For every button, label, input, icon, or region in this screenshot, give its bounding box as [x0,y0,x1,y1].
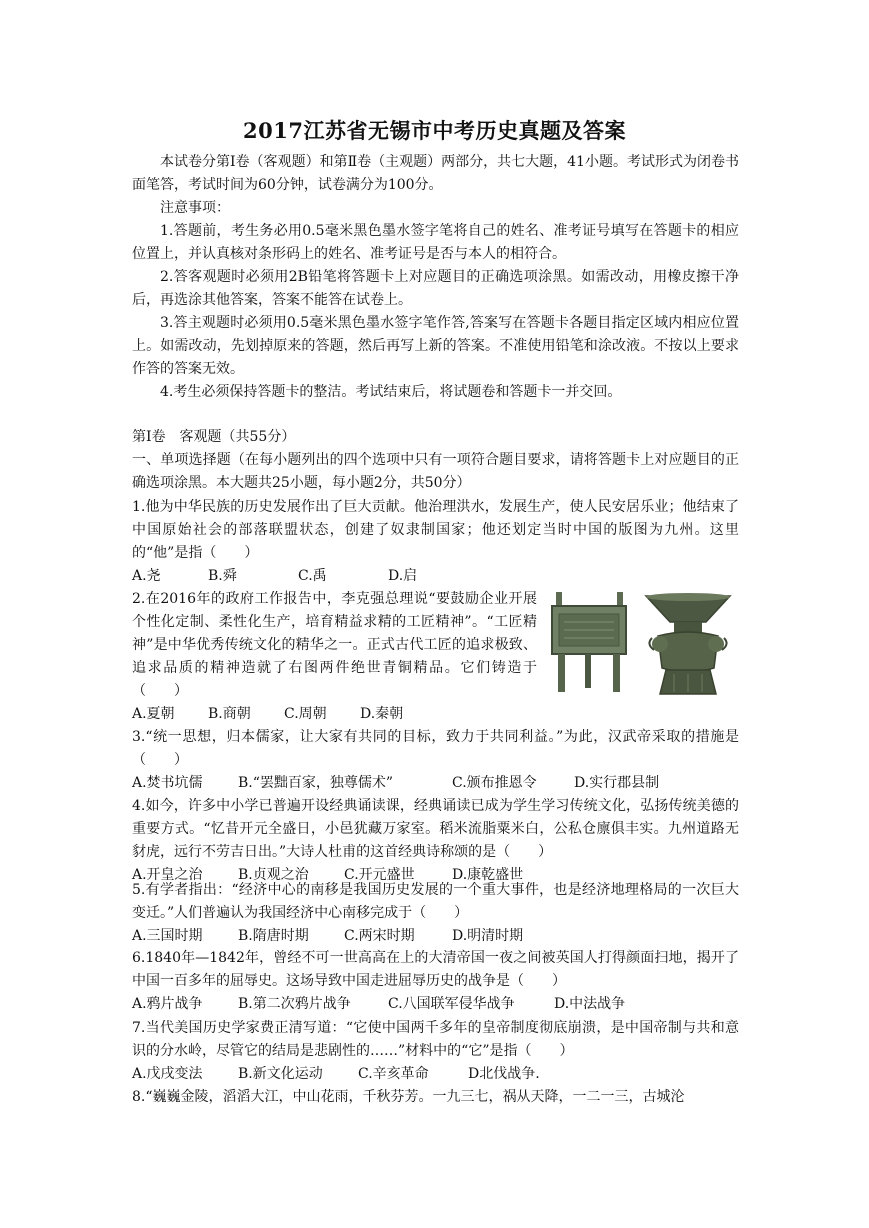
question-text: 3.“统一思想，归本儒家，让大家有共同的目标，致力于共同利益。”为此，汉武帝采取的措施是（ ） [132,729,739,768]
notice-heading: 注意事项： [160,200,230,216]
intro-paragraph: 本试卷分第Ⅰ卷（客观题）和第Ⅱ卷（主观题）两部分，共七大题，41小题。考试形式为闭卷书面笔答，考试时间为60分钟，试卷满分为100分。 [132,154,739,193]
option-a: A.尧 [132,568,161,584]
question-text: 6.1840年—1842年，曾经不可一世高高在上的大清帝国一夜之间被英国人打得颜面扫地，揭开了中国一百多年的屈辱史。这场导致中国走进屈辱历史的战争是（ ） [132,950,739,989]
section-title: 第Ⅰ卷 客观题（共55分） [132,429,296,445]
option-c: C.八国联军侵华战争 [388,996,515,1012]
question-options [132,1063,739,1086]
bronze-ding-cauldron [552,592,626,692]
option-a: A.开皇之治 [132,867,203,883]
option-b: B.新文化运动 [238,1066,323,1082]
question-text: 8.“巍巍金陵，滔滔大江，中山花雨，千秋芬芳。一九三七，祸从天降，一二一三，古城沦 [132,1089,685,1105]
option-a: A.戊戌变法 [132,1066,203,1082]
option-b: B.隋唐时期 [238,928,309,944]
option-c: C.两宋时期 [344,928,415,944]
option-c: C.辛亥革命 [358,1066,429,1082]
question-8 [132,1086,739,1109]
notice-item: 3.答主观题时必须用0.5毫米黑色墨水签字笔作答,答案写在答题卡各题目指定区域内相应位置上。如需改动，先划掉原来的答题，然后再写上新的答案。不准使用铅笔和涂改液。不按以上要求作答的答案无效。 [132,315,739,377]
option-d: D.中法战争 [554,996,626,1012]
question-1 [132,496,739,588]
question-6 [132,947,739,1016]
question-text: 1.他为中华民族的历史发展作出了巨大贡献。他治理洪水，发展生产，使人民安居乐业；他结束了中国原始社会的部落联盟状态，创建了奴隶制国家；他还划定当时中国的版图为九州。这里的“他”是指（ ） [132,499,739,561]
bronze-artifacts-image [546,588,738,700]
option-d: D.实行郡县制 [574,775,660,791]
instructions-block [132,151,739,404]
question-4 [132,795,739,887]
bronze-zun-vessel [646,593,730,694]
option-d: D.启 [388,568,418,584]
notice-item: 1.答题前，考生务必用0.5毫米黑色墨水签字笔将自己的姓名、准考证号填写在答题卡的相应位置上，并认真核对条形码上的姓名、准考证号是否与本人的相符合。 [132,223,739,262]
section-header-block [132,426,739,495]
question-3 [132,726,739,795]
question-options [132,703,739,726]
question-options [132,925,739,948]
option-a: A.焚书坑儒 [132,775,203,791]
question-options [132,993,739,1016]
question-text: 7.当代美国历史学家费正清写道：“它使中国两千多年的皇帝制度彻底崩溃，是中国帝制与共和意识的分水岭，尽管它的结局是悲剧性的……”材料中的“它”是指（ ） [132,1020,739,1059]
option-b: B.商朝 [208,706,251,722]
question-text: 5.有学者指出：“经济中心的南移是我国历史发展的一个重大事件，也是经济地理格局的一次巨大变迁。”人们普遍认为我国经济中心南移完成于（ ） [132,882,739,921]
question-options [132,565,739,588]
question-7 [132,1017,739,1086]
option-c: C.周朝 [284,706,327,722]
question-5 [132,879,739,948]
option-a: A.鸦片战争 [132,996,203,1012]
part-heading: 一、单项选择题（在每小题列出的四个选项中只有一项符合题目要求，请将答题卡上对应题目的正确选项涂黑。本大题共25小题，每小题2分，共50分） [132,452,739,491]
option-c: C.颁布推恩令 [452,775,537,791]
option-c: C.开元盛世 [344,867,415,883]
notice-item: 2.答客观题时必须用2B铅笔将答题卡上对应题目的正确选项涂黑。如需改动，用橡皮擦干净后，再选涂其他答案，答案不能答在试卷上。 [132,269,739,308]
option-d: D.康乾盛世 [452,867,524,883]
option-b: B.“罢黜百家，独尊儒术” [238,775,394,791]
option-b: B.舜 [208,568,237,584]
option-b: B.贞观之治 [238,867,309,883]
notice-item: 4.考生必须保持答题卡的整洁。考试结束后，将试题卷和答题卡一并交回。 [160,384,622,400]
page-title: 2017江苏省无锡市中考历史真题及答案 [243,118,626,143]
option-c: C.禹 [298,568,327,584]
question-text: 4.如今，许多中小学已普遍开设经典诵读课，经典诵读已成为学生学习传统文化，弘扬传统美德的重要方式。“忆昔开元全盛日，小邑犹藏万家室。稻米流脂粟米白，公私仓廪俱丰实。九州道路无豺虎，远行不劳吉日出。”大诗人杜甫的这首经典诗称颂的是（ ） [132,798,739,860]
option-b: B.第二次鸦片战争 [238,996,351,1012]
option-d: D北伐战争. [468,1066,540,1082]
option-a: A.夏朝 [132,706,175,722]
question-text: 2.在2016年的政府工作报告中，李克强总理说“要鼓励企业开展个性化定制、柔性化生产，培育精益求精的工匠精神”。“工匠精神”是中华优秀传统文化的精华之一。正式古代工匠的追求极致、追求品质的精神造就了右图两件绝世青铜精品。它们铸造于（ ） [132,591,537,699]
option-d: D.明清时期 [452,928,524,944]
option-a: A.三国时期 [132,928,203,944]
option-d: D.秦朝 [360,706,404,722]
question-options [132,772,739,795]
